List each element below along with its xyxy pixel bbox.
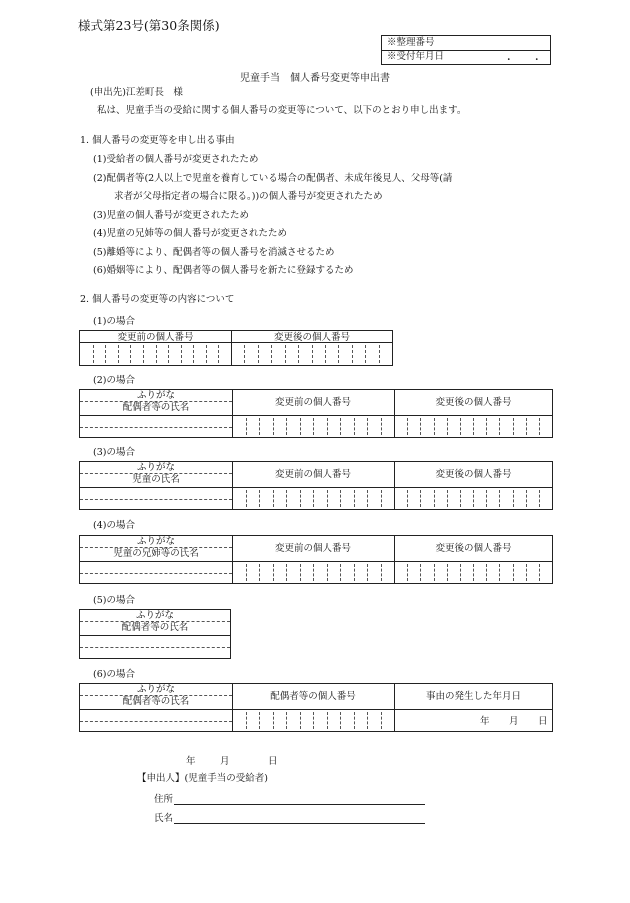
reason-3: (3)児童の個人番号が変更されたため bbox=[93, 210, 249, 221]
case2-after-header: 変更後の個人番号 bbox=[435, 397, 512, 408]
reason-4: (4)児童の兄姉等の個人番号が変更されたため bbox=[93, 228, 287, 239]
case6-year-label: 年 bbox=[480, 716, 490, 727]
address-label: 住所 bbox=[154, 794, 174, 805]
case1-before-number-field[interactable] bbox=[80, 343, 231, 365]
reason-5: (5)離婚等により、配偶者等の個人番号を消滅させるため bbox=[93, 247, 335, 258]
reason-6: (6)婚姻等により、配偶者等の個人番号を新たに登録するため bbox=[93, 265, 354, 276]
case6-label: (6)の場合 bbox=[93, 669, 135, 680]
case4-after-header: 変更後の個人番号 bbox=[435, 543, 512, 554]
form-number: 様式第23号(第30条関係) bbox=[78, 18, 220, 33]
case4-after-number-field[interactable] bbox=[394, 562, 552, 583]
reason-2: (2)配偶者等(2人以上で児童を養育している場合の配偶者、未成年後見人、父母等(請 bbox=[93, 173, 453, 184]
case5-table bbox=[79, 609, 231, 659]
case6-number-header: 配偶者等の個人番号 bbox=[270, 691, 356, 702]
case1-before-header: 変更前の個人番号 bbox=[117, 332, 194, 343]
case2-label: (2)の場合 bbox=[93, 375, 135, 386]
case2-name-header: 配偶者等の氏名 bbox=[122, 402, 190, 413]
case2-after-number-field[interactable] bbox=[394, 416, 552, 437]
case6-furigana-header: ふりがな bbox=[136, 684, 175, 695]
case1-label: (1)の場合 bbox=[93, 316, 135, 327]
case1-after-header: 変更後の個人番号 bbox=[273, 332, 350, 343]
section2-heading: 2. 個人番号の変更等の内容について bbox=[80, 294, 235, 305]
name-label: 氏名 bbox=[154, 813, 174, 824]
received-date-label: ※受付年月日 bbox=[387, 51, 445, 62]
case4-label: (4)の場合 bbox=[93, 520, 135, 531]
case3-furigana-header: ふりがな bbox=[136, 462, 175, 473]
case3-before-header: 変更前の個人番号 bbox=[274, 469, 351, 480]
reference-number-label: ※整理番号 bbox=[382, 36, 550, 51]
case5-name-header: 配偶者等の氏名 bbox=[121, 622, 189, 633]
case6-number-field[interactable] bbox=[232, 710, 394, 731]
name-input-line[interactable] bbox=[174, 823, 425, 824]
case4-furigana-header: ふりがな bbox=[136, 536, 175, 547]
submit-month-label: 月 bbox=[220, 756, 230, 767]
case1-after-number-field[interactable] bbox=[231, 343, 392, 365]
case6-month-label: 月 bbox=[509, 716, 519, 727]
case3-after-header: 変更後の個人番号 bbox=[435, 469, 512, 480]
case5-furigana-header: ふりがな bbox=[135, 610, 174, 621]
case5-label: (5)の場合 bbox=[93, 595, 135, 606]
submit-year-label: 年 bbox=[186, 756, 196, 767]
case2-before-number-field[interactable] bbox=[232, 416, 394, 437]
case6-name-header: 配偶者等の氏名 bbox=[122, 696, 190, 707]
case6-table bbox=[79, 683, 553, 732]
case3-after-number-field[interactable] bbox=[394, 488, 552, 509]
section1-heading: 1. 個人番号の変更等を申し出る事由 bbox=[80, 135, 235, 146]
case4-before-number-field[interactable] bbox=[232, 562, 394, 583]
case3-table bbox=[79, 461, 553, 510]
case4-name-header: 児童の兄姉等の氏名 bbox=[113, 548, 199, 559]
case3-before-number-field[interactable] bbox=[232, 488, 394, 509]
case2-table bbox=[79, 389, 553, 438]
intro-text: 私は、児童手当の受給に関する個人番号の変更等について、以下のとおり申し出ます。 bbox=[97, 105, 467, 116]
case6-day-label: 日 bbox=[538, 716, 548, 727]
submit-day-label: 日 bbox=[268, 756, 278, 767]
case4-before-header: 変更前の個人番号 bbox=[274, 543, 351, 554]
case3-label: (3)の場合 bbox=[93, 447, 135, 458]
address-input-line[interactable] bbox=[174, 804, 425, 805]
addressee: (申出先)江差町長 様 bbox=[90, 87, 183, 98]
case2-furigana-header: ふりがな bbox=[136, 390, 175, 401]
case2-before-header: 変更前の個人番号 bbox=[274, 397, 351, 408]
form-title: 児童手当 個人番号変更等申出書 bbox=[240, 73, 390, 84]
case6-date-header: 事由の発生した年月日 bbox=[425, 691, 521, 702]
reason-1: (1)受給者の個人番号が変更されたため bbox=[93, 154, 259, 165]
reason-2-continued: 求者が父母指定者の場合に限る。))の個人番号が変更されたため bbox=[114, 191, 383, 202]
applicant-label: 【申出人】(児童手当の受給者) bbox=[137, 773, 268, 784]
case3-name-header: 児童の氏名 bbox=[132, 474, 180, 485]
case4-table bbox=[79, 535, 553, 584]
date-separator: ・ bbox=[504, 55, 514, 66]
registry-box bbox=[381, 35, 551, 65]
date-separator: ・ bbox=[532, 55, 542, 66]
case1-table bbox=[79, 330, 393, 366]
